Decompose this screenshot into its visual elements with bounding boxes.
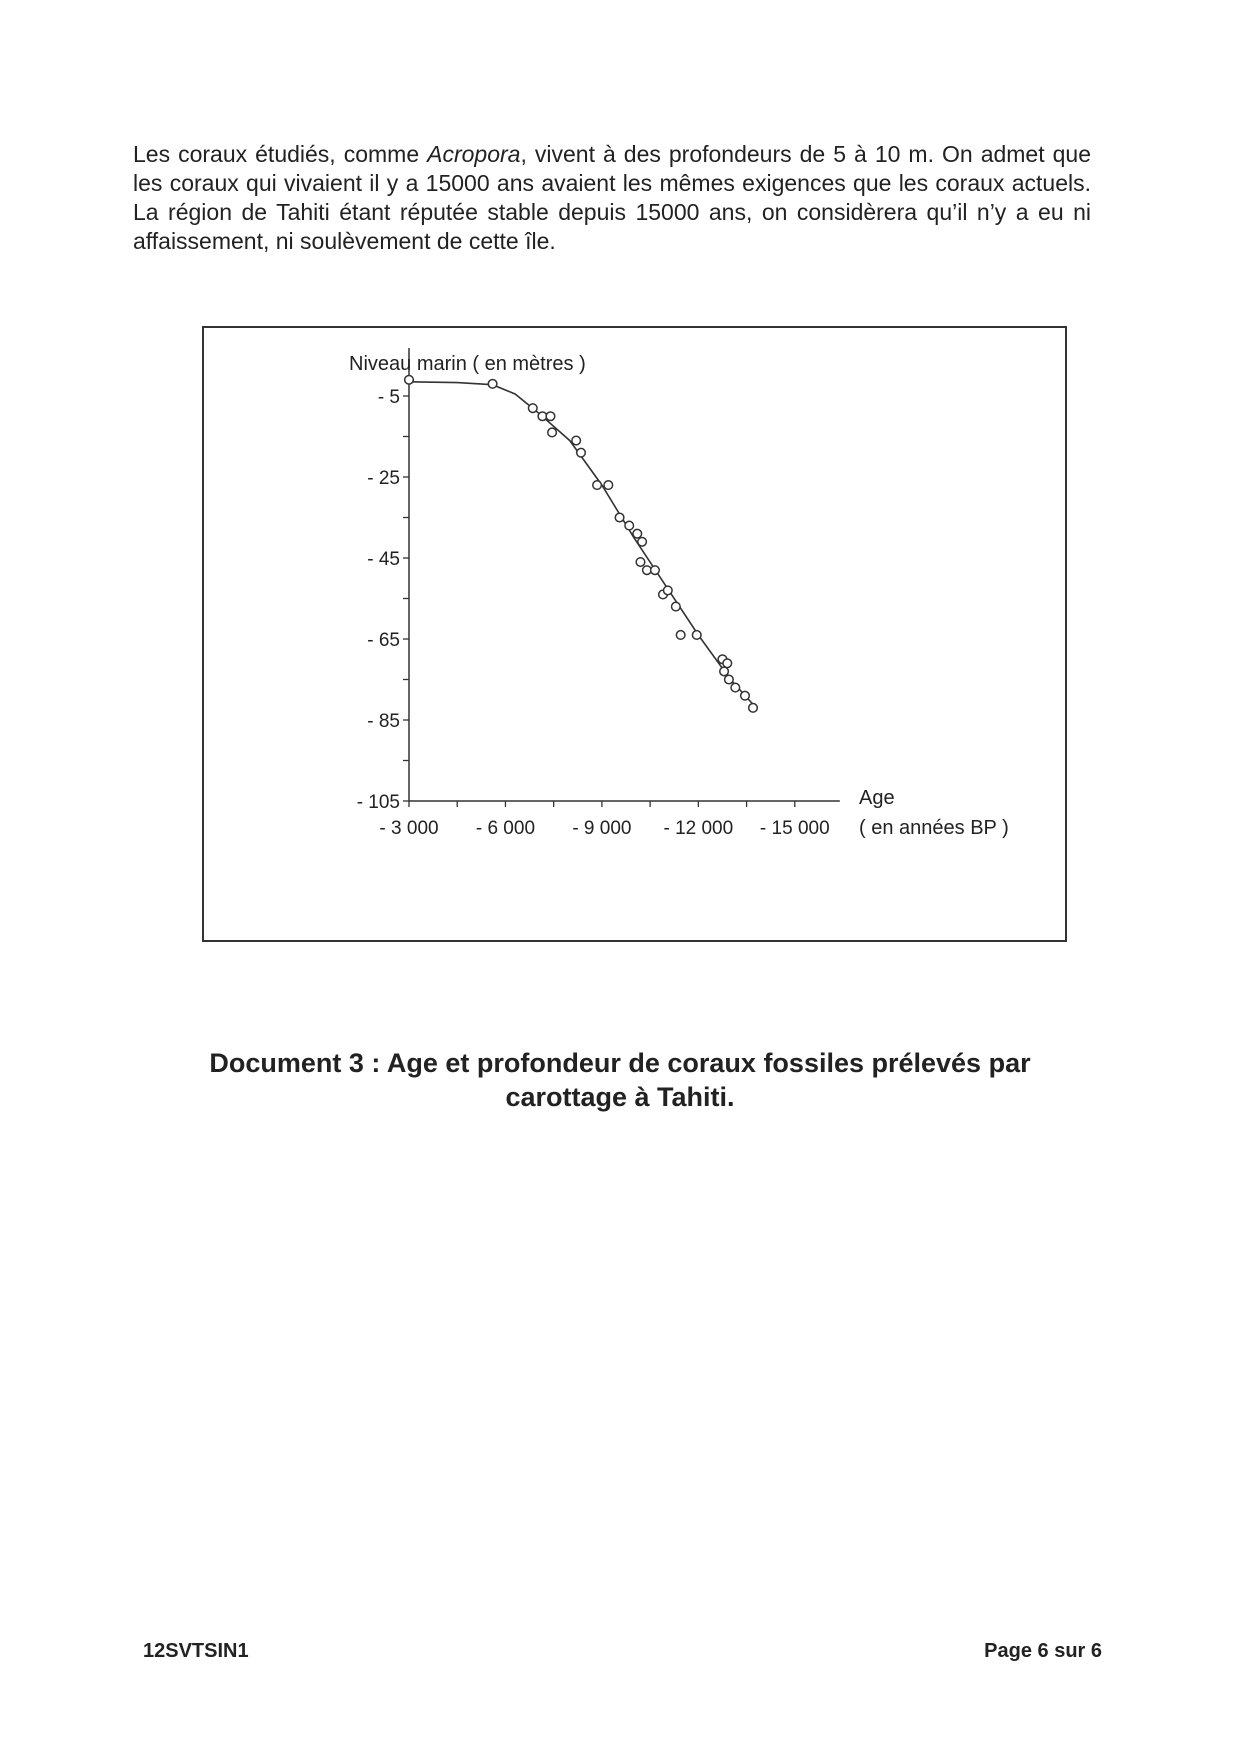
y-axis-title: Niveau marin ( en mètres ) (349, 353, 586, 375)
data-point (625, 521, 634, 530)
data-point (546, 412, 555, 421)
y-tick-label: - 5 (377, 387, 400, 408)
data-point (725, 675, 734, 684)
data-point (615, 513, 624, 522)
y-tick-label: - 65 (367, 630, 400, 651)
x-axis-unit: ( en années BP ) (859, 817, 1009, 839)
x-tick-label: - 9 000 (572, 818, 632, 839)
x-tick-label: - 6 000 (475, 818, 536, 839)
y-tick-label: - 45 (367, 549, 400, 570)
intro-paragraph (133, 140, 1091, 256)
y-tick-label: - 105 (356, 792, 400, 813)
y-tick-label: - 85 (367, 711, 400, 732)
intro-text-part2: , vivent à des profondeurs de 5 à 10 m. On admet que les coraux qui vivaient il y a 15000 ans avaient les mêmes exigences que les coraux actuels. La région de Tahiti étant réputée stable depuis 15000 ans, on considèrera qu’il n’y a eu ni affaissement, ni soulèvement de cette île. (133, 141, 1092, 254)
data-point (651, 566, 660, 575)
data-point (749, 704, 758, 713)
data-point (636, 558, 645, 567)
trend-line (409, 382, 756, 708)
data-point (488, 380, 497, 389)
caption-line-1: Document 3 : Age et profondeur de coraux fossiles prélevés par (209, 1048, 1031, 1078)
document-code: 12SVTSIN1 (143, 1640, 249, 1662)
data-point (405, 376, 414, 385)
x-tick-label: - 15 000 (759, 818, 830, 839)
data-point (664, 586, 673, 595)
data-point (731, 683, 740, 692)
data-point (593, 481, 602, 490)
data-point (676, 631, 685, 640)
figure-caption (140, 1046, 1100, 1114)
data-point (692, 631, 701, 640)
x-axis-title: Age (859, 787, 895, 809)
data-point (572, 436, 581, 445)
data-point (604, 481, 613, 490)
figure-frame (202, 326, 1067, 942)
data-point (638, 538, 647, 547)
sea-level-chart (204, 328, 1065, 940)
data-point (577, 448, 586, 457)
data-point (672, 602, 681, 611)
data-point (528, 404, 537, 413)
page-number: Page 6 sur 6 (984, 1640, 1102, 1662)
data-point (723, 659, 732, 668)
intro-text-part1: Les coraux étudiés, comme (133, 141, 428, 167)
data-point (633, 529, 642, 538)
y-tick-label: - 25 (367, 468, 400, 489)
x-tick-label: - 3 000 (379, 818, 439, 839)
data-point (720, 667, 729, 676)
data-point (741, 691, 750, 700)
caption-line-2: carottage à Tahiti. (505, 1082, 735, 1112)
data-point (548, 428, 557, 437)
species-name: Acropora (427, 141, 521, 167)
x-tick-label: - 12 000 (663, 818, 734, 839)
